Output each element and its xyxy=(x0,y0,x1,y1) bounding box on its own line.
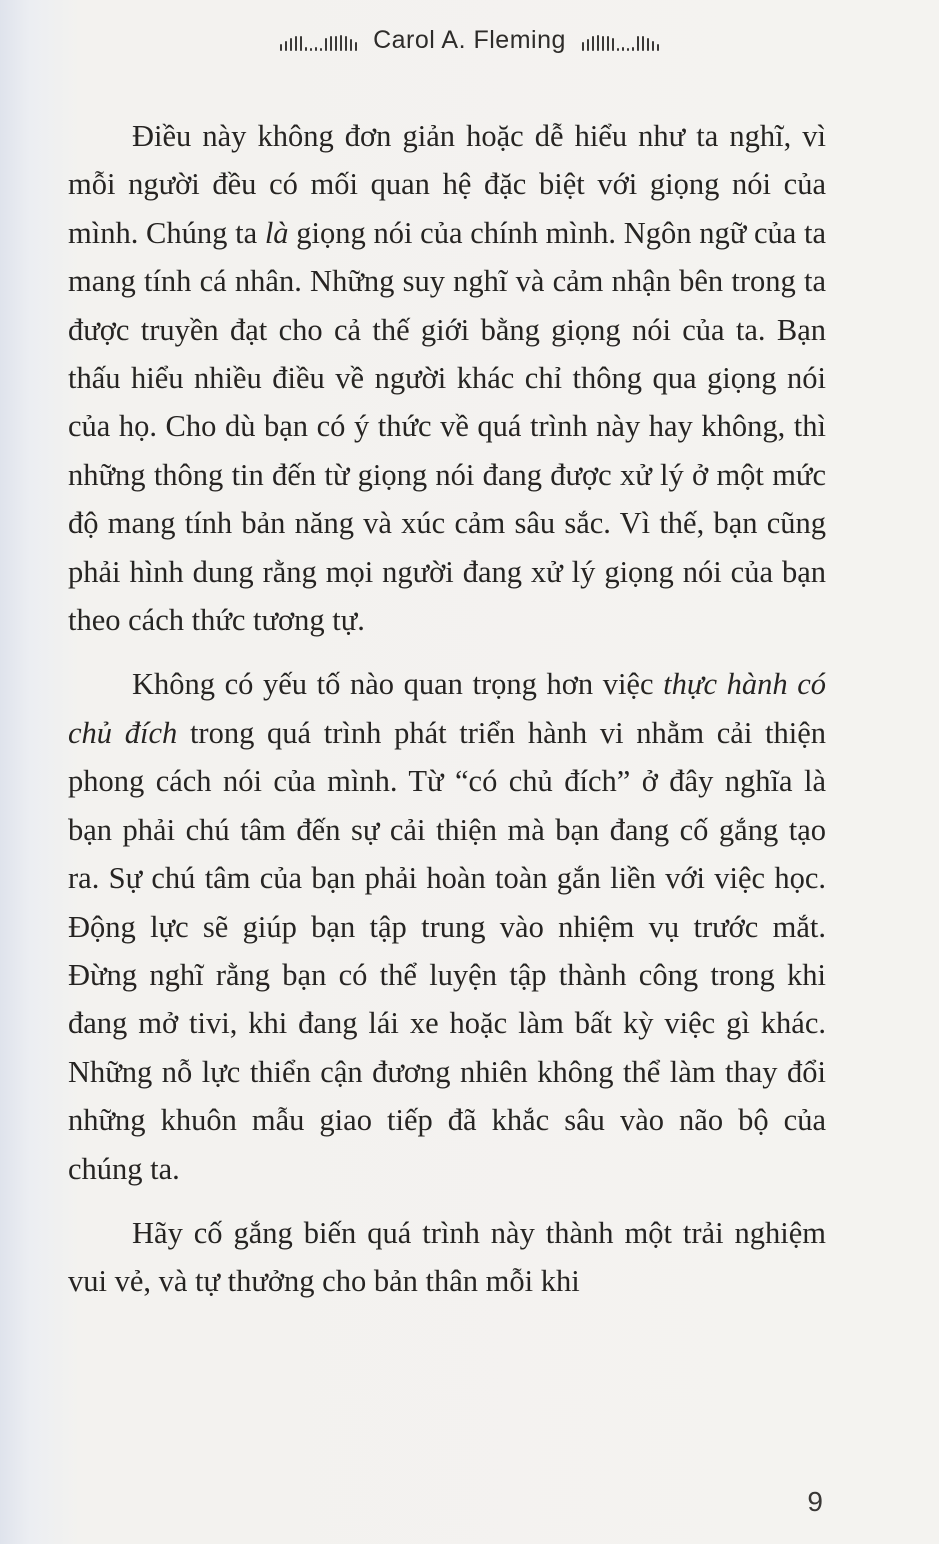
body-text xyxy=(68,112,826,1306)
paragraph xyxy=(68,1209,826,1306)
ornament-bar xyxy=(622,47,624,51)
ornament-bar xyxy=(315,47,317,51)
text-run: Điều này không đơn giản hoặc dễ hiểu như ta nghĩ, vì mỗi người đều có mối quan hệ đặc biệt với giọng nói của mình. Chúng ta xyxy=(68,119,826,250)
ornament-bar xyxy=(597,35,599,51)
ornament-bar xyxy=(295,36,297,51)
ornament-bar xyxy=(340,35,342,51)
text-run: trong quá trình phát triển hành vi nhằm cải thiện phong cách nói của mình. Từ “có chủ đích” ở đây nghĩa là bạn phải chú tâm đến sự cải thiện mà bạn đang cố gắng tạo ra. Sự chú tâm của bạn phải hoàn toàn gắn liền với việc học. Động lực sẽ giúp bạn tập trung vào nhiệm vụ trước mắt. Đừng nghĩ rằng bạn có thể luyện tập thành công trong khi đang mở tivi, khi đang lái xe hoặc làm bất kỳ việc gì khác. Những nỗ lực thiển cận đương nhiên không thể làm thay đổi những khuôn mẫu giao tiếp đã khắc sâu vào não bộ của chúng ta. xyxy=(68,715,826,1186)
italic-text: thực hành có chủ đích xyxy=(68,667,826,750)
ornament-bar xyxy=(300,36,302,51)
italic-text: là xyxy=(264,215,289,250)
ornament-bar xyxy=(325,38,327,51)
ornament-bar xyxy=(592,36,594,51)
paragraph xyxy=(68,112,826,644)
ornament-bar xyxy=(330,36,332,51)
paragraph xyxy=(68,660,826,1192)
text-run: giọng nói của chính mình. Ngôn ngữ của ta mang tính cá nhân. Những suy nghĩ và cảm nhận bên trong ta được truyền đạt cho cả thế giới bằng giọng nói của ta. Bạn thấu hiểu nhiều điều về người khác chỉ thông qua giọng nói của họ. Cho dù bạn có ý thức về quá trình này hay không, thì những thông tin đến từ giọng nói đang được xử lý ở một mức độ mang tính bản năng và xúc cảm sâu sắc. Vì thế, bạn cũng phải hình dung rằng mọi người đang xử lý giọng nói của bạn theo cách thức tương tự. xyxy=(68,215,826,638)
ornament-bar xyxy=(632,47,634,51)
ornament-bar xyxy=(637,36,639,51)
ornament-bar xyxy=(355,42,357,51)
ornament-bar xyxy=(602,36,604,51)
ornament-bar xyxy=(652,41,654,51)
ornament-bar xyxy=(310,48,312,51)
author-name: Carol A. Fleming xyxy=(373,25,566,54)
ornament-bar xyxy=(642,36,644,51)
ornament-bar xyxy=(627,48,629,51)
ornament-bar xyxy=(335,36,337,51)
right-bar-ornament-icon xyxy=(582,29,659,51)
page-number: 9 xyxy=(807,1486,823,1517)
ornament-bar xyxy=(290,38,292,51)
text-run: Không có yếu tố nào quan trọng hơn việc xyxy=(132,667,664,702)
ornament-bar xyxy=(607,36,609,51)
ornament-bar xyxy=(657,44,659,51)
ornament-bar xyxy=(285,41,287,51)
ornament-bar xyxy=(280,44,282,51)
ornament-bar xyxy=(617,48,619,51)
ornament-bar xyxy=(320,48,322,51)
ornament-bar xyxy=(612,38,614,51)
left-bar-ornament-icon xyxy=(280,29,357,51)
ornament-bar xyxy=(582,42,584,51)
text-run: Hãy cố gắng biến quá trình này thành một trải nghiệm vui vẻ, và tự thưởng cho bản thân mỗi khi xyxy=(68,1215,826,1299)
ornament-bar xyxy=(345,36,347,51)
running-header xyxy=(0,24,939,56)
ornament-bar xyxy=(350,39,352,51)
ornament-bar xyxy=(647,38,649,51)
ornament-bar xyxy=(305,47,307,51)
ornament-bar xyxy=(587,39,589,51)
